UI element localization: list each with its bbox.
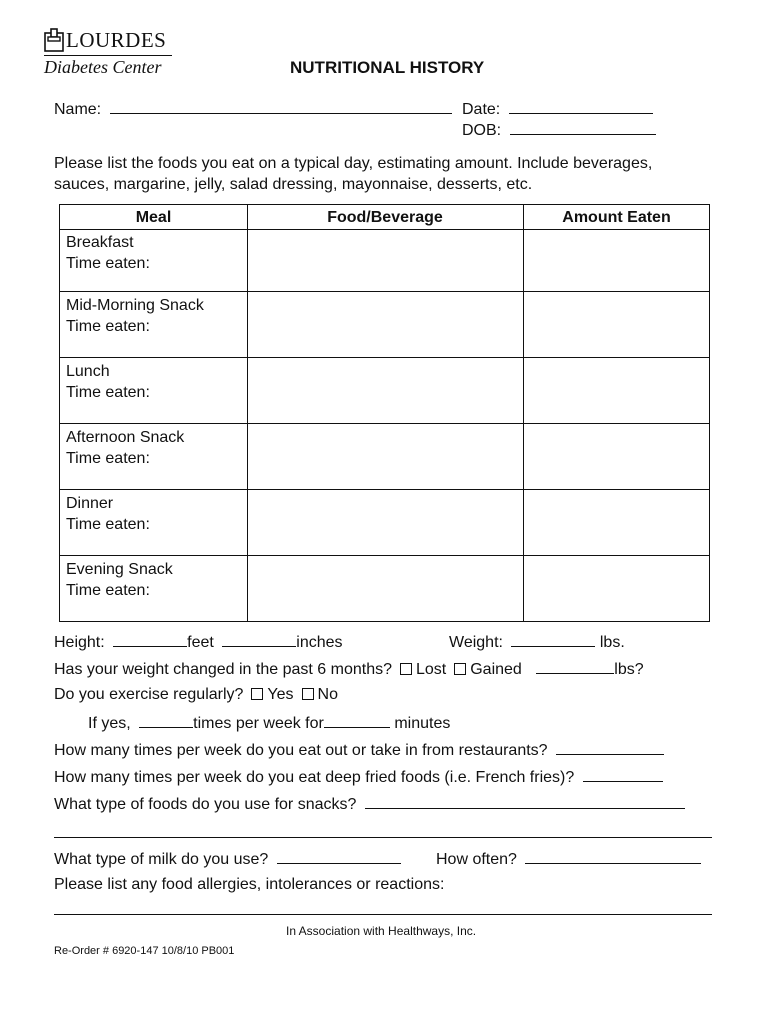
times-per-week-field[interactable]: [139, 712, 193, 728]
meal-name: Evening Snack: [66, 561, 173, 578]
instructions-line-1: Please list the foods you eat on a typical day, estimating amount. Include beverages,: [54, 155, 653, 172]
snacks-continuation-line[interactable]: [54, 837, 712, 838]
minutes-label: minutes: [394, 715, 451, 732]
feet-label: feet: [187, 634, 214, 651]
no-label: No: [317, 686, 338, 703]
lourdes-cross-icon: [44, 28, 64, 52]
table-row-mid-morning-snack: [66, 295, 204, 337]
if-yes-label: If yes,: [88, 715, 131, 732]
gained-label: Gained: [470, 661, 522, 678]
time-eaten-label: Time eaten:: [66, 318, 150, 335]
lbs-question-label: lbs?: [614, 661, 644, 678]
fried-foods-line: [54, 766, 663, 788]
yes-label: Yes: [267, 686, 294, 703]
header-meal: Meal: [135, 209, 172, 226]
column-divider: [247, 205, 248, 621]
row-divider: [60, 555, 709, 556]
eat-out-field[interactable]: [556, 739, 664, 755]
lost-checkbox[interactable]: [400, 663, 412, 675]
meal-name: Afternoon Snack: [66, 429, 185, 446]
date-field[interactable]: [509, 98, 653, 114]
exercise-frequency-line: [88, 712, 450, 734]
association-text: In Association with Healthways, Inc.: [286, 924, 477, 938]
meal-table: [59, 204, 710, 622]
logo-name: LOURDES: [66, 28, 167, 52]
name-line: [54, 98, 452, 120]
dob-label: DOB:: [462, 122, 502, 139]
time-eaten-label: Time eaten:: [66, 384, 150, 401]
weight-change-question: Has your weight changed in the past 6 months?: [54, 661, 392, 678]
milk-question: What type of milk do you use?: [54, 851, 269, 868]
snacks-question: What type of foods do you use for snacks?: [54, 796, 357, 813]
weight-change-lbs-field[interactable]: [536, 658, 614, 674]
milk-line: [54, 848, 401, 870]
meal-name: Breakfast: [66, 234, 134, 251]
row-divider: [60, 489, 709, 490]
dob-field[interactable]: [510, 119, 656, 135]
snacks-line: [54, 793, 685, 815]
dob-line: [462, 119, 656, 141]
eat-out-question: How many times per week do you eat out or take in from restaurants?: [54, 742, 548, 759]
height-inches-field[interactable]: [222, 631, 296, 647]
page-title: NUTRITIONAL HISTORY: [290, 58, 485, 77]
height-line: [54, 631, 343, 653]
time-eaten-label: Time eaten:: [66, 450, 150, 467]
header-amount-eaten: Amount Eaten: [562, 209, 671, 226]
weight-field[interactable]: [511, 631, 595, 647]
eat-out-line: [54, 739, 664, 761]
logo-subtitle: Diabetes Center: [44, 57, 162, 77]
reorder-text: Re-Order # 6920-147 10/8/10 PB001: [54, 945, 235, 957]
time-eaten-label: Time eaten:: [66, 582, 150, 599]
table-row-breakfast: [66, 232, 150, 274]
meal-name: Dinner: [66, 495, 114, 512]
logo-rule: [44, 55, 172, 56]
fried-foods-question: How many times per week do you eat deep fried foods (i.e. French fries)?: [54, 769, 575, 786]
meal-name: Mid-Morning Snack: [66, 297, 204, 314]
meal-name: Lunch: [66, 363, 110, 380]
column-divider: [523, 205, 524, 621]
yes-checkbox[interactable]: [251, 688, 263, 700]
lbs-label: lbs.: [599, 634, 625, 651]
table-row-afternoon-snack: [66, 427, 184, 469]
milk-type-field[interactable]: [277, 848, 401, 864]
row-divider: [60, 423, 709, 424]
fried-foods-field[interactable]: [583, 766, 663, 782]
gained-checkbox[interactable]: [454, 663, 466, 675]
weight-label: Weight:: [449, 634, 503, 651]
allergies-question: Please list any food allergies, intolerances or reactions:: [54, 876, 445, 893]
inches-label: inches: [296, 634, 343, 651]
time-eaten-label: Time eaten:: [66, 255, 150, 272]
lost-label: Lost: [415, 661, 447, 678]
height-label: Height:: [54, 634, 105, 651]
snacks-field[interactable]: [365, 793, 685, 809]
how-often-line: [436, 848, 701, 870]
table-row-lunch: [66, 361, 150, 403]
how-often-field[interactable]: [525, 848, 701, 864]
time-eaten-label: Time eaten:: [66, 516, 150, 533]
table-row-dinner: [66, 493, 150, 535]
row-divider: [60, 229, 709, 230]
row-divider: [60, 357, 709, 358]
name-label: Name:: [54, 101, 102, 118]
date-line: [462, 98, 653, 120]
no-checkbox[interactable]: [302, 688, 314, 700]
table-row-evening-snack: [66, 559, 173, 601]
weight-line: [449, 631, 625, 653]
instructions-line-2: sauces, margarine, jelly, salad dressing, mayonnaise, desserts, etc.: [54, 176, 533, 193]
exercise-line: [54, 685, 338, 705]
allergies-line: [54, 875, 444, 895]
how-often-label: How often?: [436, 851, 517, 868]
allergies-answer-line[interactable]: [54, 914, 712, 915]
minutes-field[interactable]: [324, 712, 390, 728]
height-feet-field[interactable]: [113, 631, 187, 647]
times-per-week-label: times per week for: [193, 715, 324, 732]
weight-change-line: [54, 658, 644, 680]
exercise-question: Do you exercise regularly?: [54, 686, 244, 703]
row-divider: [60, 291, 709, 292]
header-food-beverage: Food/Beverage: [327, 209, 443, 226]
name-field[interactable]: [110, 98, 452, 114]
date-label: Date:: [462, 101, 501, 118]
